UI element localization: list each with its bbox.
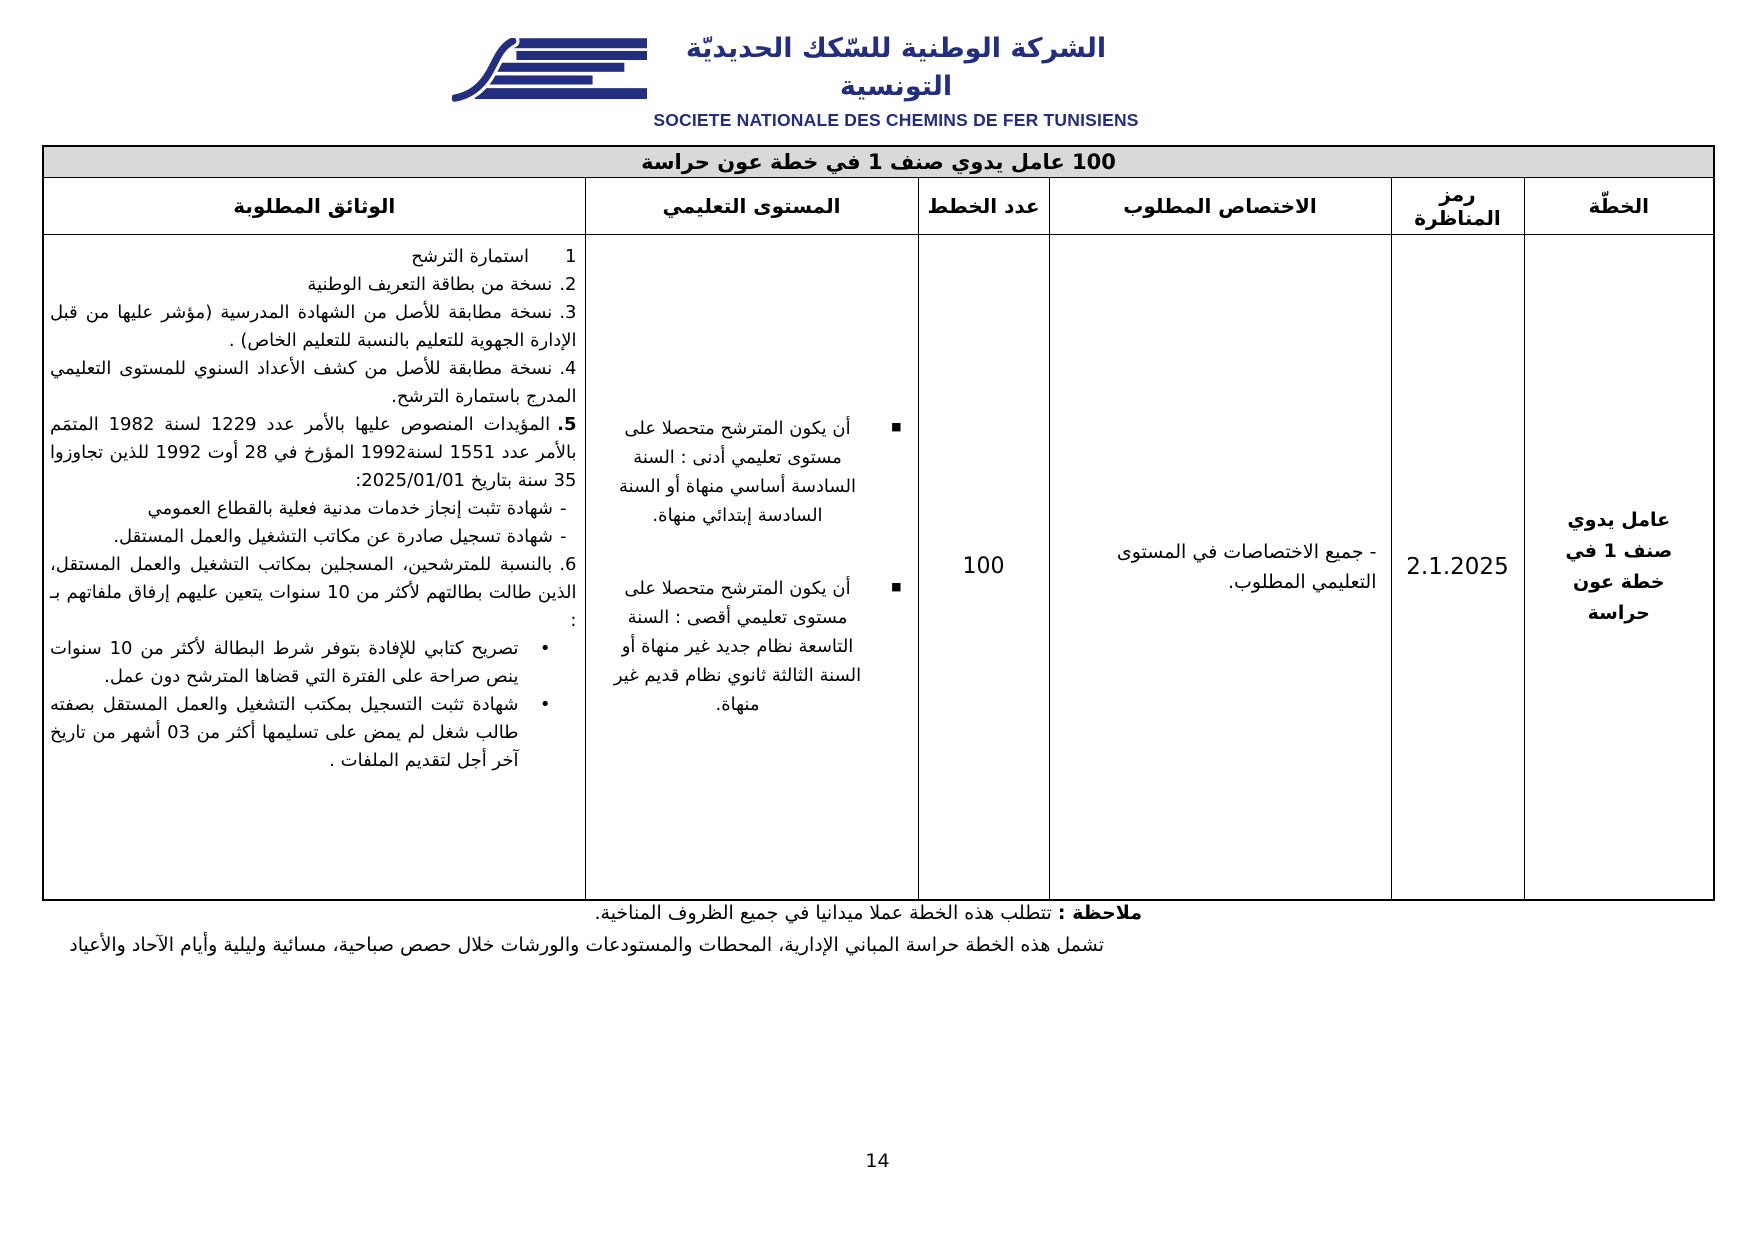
note-block bbox=[69, 897, 1142, 961]
document-item-4 bbox=[50, 355, 577, 411]
column-header-education: المستوى التعليمي bbox=[585, 177, 918, 234]
document-item-3 bbox=[50, 299, 577, 355]
note-line-2: تشمل هذه الخطة حراسة المباني الإدارية، المحطات والمستودعات والورشات خلال حصص صباحية، مسائية وليلية وأيام الآحاد والأعياد bbox=[69, 934, 1104, 956]
competition-code-cell: 2.1.2025 bbox=[1391, 234, 1524, 900]
education-item-text: أن يكون المترشح متحصلا على مستوى تعليمي أدنى : السنة السادسة أساسي منهاة أو السنة السادسة إبتدائي منهاة. bbox=[619, 418, 856, 527]
note-line-1-text: تتطلب هذه الخطة عملا ميدانيا في جميع الظروف المناخية. bbox=[594, 902, 1052, 924]
dash-marker: - bbox=[560, 525, 567, 547]
document-item-2 bbox=[50, 271, 577, 299]
column-header-count: عدد الخطط bbox=[918, 177, 1049, 234]
table-title: 100 عامل يدوي صنف 1 في خطة عون حراسة bbox=[43, 146, 1714, 177]
document-subitem-bullet bbox=[50, 691, 577, 775]
required-documents-cell bbox=[43, 234, 585, 900]
table-title-row bbox=[43, 146, 1714, 177]
sncft-train-logo bbox=[452, 38, 647, 106]
document-item-text: نسخة مطابقة للأصل من الشهادة المدرسية (مؤشر عليها من قبل الإدارة الجهوية للتعليم بالنسبة للتعليم الخاص) . bbox=[50, 301, 577, 351]
bullet-icon: • bbox=[539, 637, 551, 659]
bullet-icon: • bbox=[539, 693, 551, 715]
item-number: 3. bbox=[559, 301, 577, 323]
document-subitem-dash bbox=[50, 495, 577, 523]
column-header-specialty: الاختصاص المطلوب bbox=[1049, 177, 1391, 234]
document-item-text: استمارة الترشح bbox=[411, 245, 530, 267]
company-brand bbox=[650, 30, 1142, 131]
specialty-cell: - جميع الاختصاصات في المستوى التعليمي المطلوب. bbox=[1049, 234, 1391, 900]
education-item bbox=[596, 574, 908, 719]
document-item-text: المؤيدات المنصوص عليها بالأمر عدد 1229 لسنة 1982 المتمَم بالأمر عدد 1551 لسنة1992 المؤرخ في 28 أوت 1992 للذين تجاوزوا 35 سنة بتاريخ 2025/01/01: bbox=[50, 413, 577, 491]
note-label: ملاحظة : bbox=[1057, 902, 1142, 924]
item-number: 1 bbox=[565, 245, 577, 267]
table-row bbox=[43, 234, 1714, 900]
company-name-french: SOCIETE NATIONALE DES CHEMINS DE FER TUNISIENS bbox=[653, 110, 1139, 130]
document-item-text: نسخة مطابقة للأصل من كشف الأعداد السنوي للمستوى التعليمي المدرج باستمارة الترشح. bbox=[50, 357, 577, 407]
document-item-6 bbox=[50, 551, 577, 635]
document-item-text: شهادة تثبت إنجاز خدمات مدنية فعلية بالقطاع العمومي bbox=[147, 497, 553, 519]
item-number: 5. bbox=[557, 413, 577, 435]
document-item-text: تصريح كتابي للإفادة بتوفر شرط البطالة لأكثر من 10 سنوات ينص صراحة على الفترة التي قضاها المترشح دون عمل. bbox=[50, 637, 519, 687]
item-number: 4. bbox=[559, 357, 577, 379]
document-item-5 bbox=[50, 411, 577, 495]
plan-cell: عامل يدوي صنف 1 في خطة عون حراسة bbox=[1524, 234, 1714, 900]
column-header-plan: الخطّة bbox=[1524, 177, 1714, 234]
document-subitem-bullet bbox=[50, 635, 577, 691]
recruitment-table bbox=[42, 145, 1715, 901]
document-item-text: شهادة تثبت التسجيل بمكتب التشغيل والعمل المستقل بصفته طالب شغل لم يمض على تسليمها أكثر من 03 أشهر من تاريخ آخر أجل لتقديم الملفات . bbox=[50, 693, 519, 771]
square-bullet-icon: ■ bbox=[891, 580, 902, 594]
document-item-text: شهادة تسجيل صادرة عن مكاتب التشغيل والعمل المستقل. bbox=[113, 525, 553, 547]
document-item-text: بالنسبة للمترشحين، المسجلين بمكاتب التشغيل والعمل المستقل، الذين طالت بطالتهم لأكثر من 10 سنوات يتعين عليهم إرفاق ملفاتهم بـ : bbox=[50, 553, 577, 631]
positions-count-cell: 100 bbox=[918, 234, 1049, 900]
table-header-row bbox=[43, 177, 1714, 234]
column-header-documents: الوثائق المطلوبة bbox=[43, 177, 585, 234]
item-number: 2. bbox=[559, 273, 577, 295]
document-subitem-dash bbox=[50, 523, 577, 551]
item-number: 6. bbox=[559, 553, 577, 575]
dash-marker: - bbox=[560, 497, 567, 519]
education-item-text: أن يكون المترشح متحصلا على مستوى تعليمي أقصى : السنة التاسعة نظام جديد غير منهاة أو السنة الثالثة ثانوي نظام قديم غير منهاة. bbox=[613, 578, 862, 716]
document-item-text: نسخة من بطاقة التعريف الوطنية bbox=[307, 273, 553, 295]
square-bullet-icon: ■ bbox=[891, 420, 902, 434]
company-name-arabic: الشركة الوطنية للسّكك الحديديّة التونسية bbox=[685, 33, 1107, 102]
page-number: 14 bbox=[865, 1150, 890, 1172]
document-item-1 bbox=[50, 243, 577, 271]
column-header-code: رمز المناظرة bbox=[1391, 177, 1524, 234]
education-level-cell bbox=[585, 234, 918, 900]
note-line-1 bbox=[69, 897, 1142, 929]
education-item bbox=[596, 414, 908, 530]
